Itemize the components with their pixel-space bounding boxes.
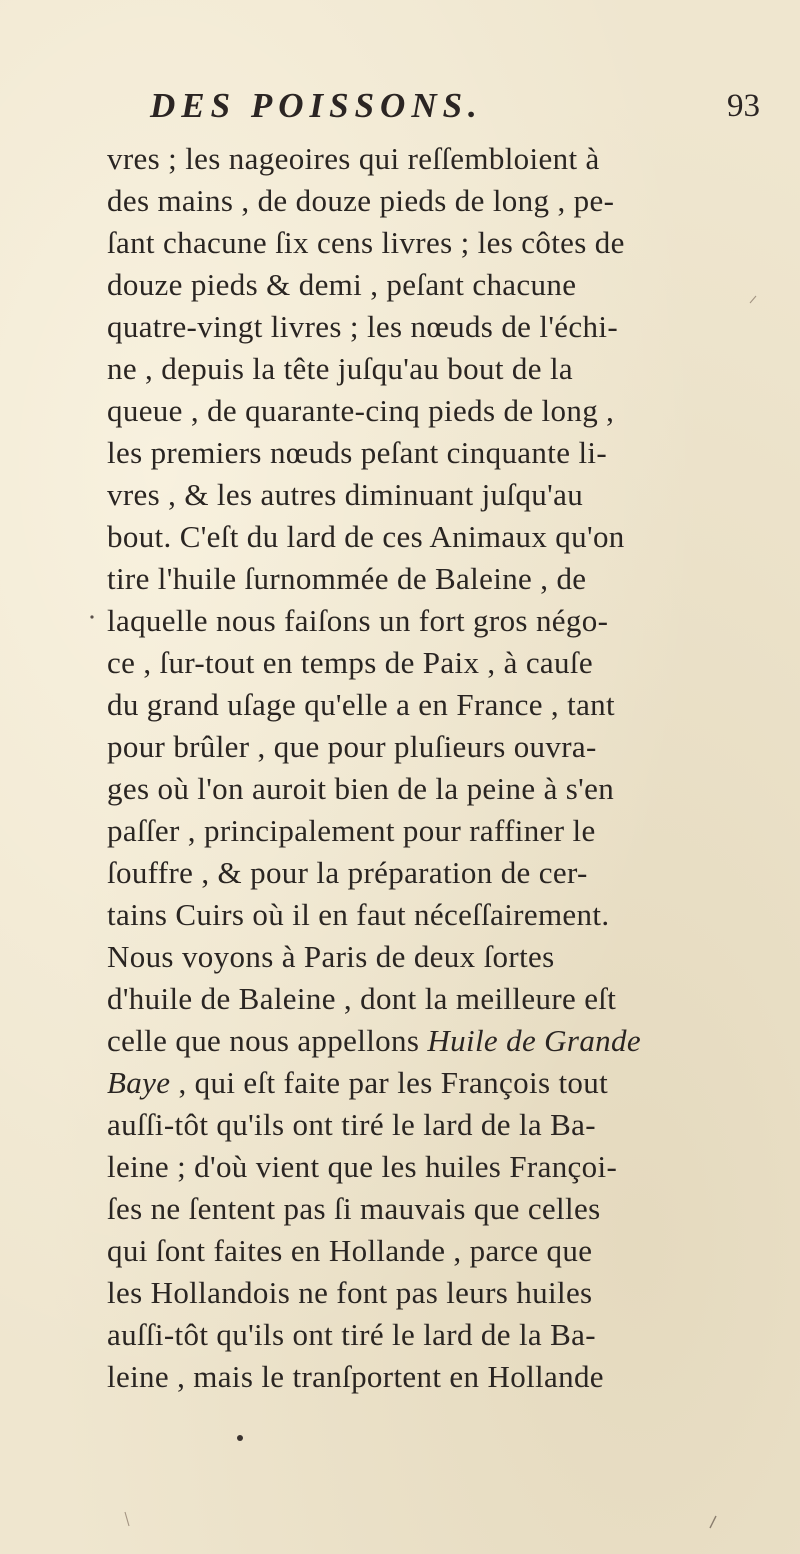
paper-mark xyxy=(125,1512,129,1526)
line-text: auſſi-tôt qu'ils ont tiré le lard de la Ba- xyxy=(107,1107,596,1142)
text-line xyxy=(107,306,767,348)
text-line xyxy=(107,474,767,516)
line-text: Nous voyons à Paris de deux ſortes xyxy=(107,939,555,974)
text-line xyxy=(107,852,767,894)
text-line xyxy=(107,1356,767,1398)
text-line xyxy=(107,810,767,852)
text-line xyxy=(107,726,767,768)
text-line xyxy=(107,1104,767,1146)
running-head xyxy=(150,86,770,130)
line-text: ce , ſur-tout en temps de Paix , à cauſe xyxy=(107,645,593,680)
body-text xyxy=(107,138,767,1398)
text-line xyxy=(107,684,767,726)
text-line xyxy=(107,390,767,432)
line-text: les Hollandois ne font pas leurs huiles xyxy=(107,1275,593,1310)
text-line xyxy=(107,978,767,1020)
line-text: auſſi-tôt qu'ils ont tiré le lard de la Ba- xyxy=(107,1317,596,1352)
line-text: tains Cuirs où il en faut néceſſairement. xyxy=(107,897,610,932)
line-text: leine ; d'où vient que les huiles Françoi- xyxy=(107,1149,618,1184)
line-text: bout. C'eſt du lard de ces Animaux qu'on xyxy=(107,519,625,554)
text-line xyxy=(107,642,767,684)
line-text: pour brûler , que pour pluſieurs ouvra- xyxy=(107,729,597,764)
text-line xyxy=(107,600,767,642)
ink-speck xyxy=(90,615,93,618)
running-title: DES POISSONS. xyxy=(150,86,483,125)
line-text: des mains , de douze pieds de long , pe- xyxy=(107,183,615,218)
line-text: ſant chacune ſix cens livres ; les côtes de xyxy=(107,225,625,260)
line-text: vres , & les autres diminuant juſqu'au xyxy=(107,477,584,512)
line-text: douze pieds & demi , peſant chacune xyxy=(107,267,577,302)
text-line xyxy=(107,936,767,978)
line-text: ſes ne ſentent pas ſi mauvais que celles xyxy=(107,1191,601,1226)
line-text: ges où l'on auroit bien de la peine à s'en xyxy=(107,771,615,806)
line-text: paſſer , principalement pour raffiner le xyxy=(107,813,596,848)
text-line xyxy=(107,1230,767,1272)
line-italic-text: Baye xyxy=(107,1065,171,1100)
line-text: , qui eſt faite par les François tout xyxy=(170,1065,609,1100)
line-text: leine , mais le tranſportent en Hollande xyxy=(107,1359,604,1394)
text-line xyxy=(107,1272,767,1314)
line-text: qui ſont faites en Hollande , parce que xyxy=(107,1233,593,1268)
line-text: ſouffre , & pour la préparation de cer- xyxy=(107,855,588,890)
text-line xyxy=(107,348,767,390)
text-line xyxy=(107,516,767,558)
text-line xyxy=(107,1188,767,1230)
text-line xyxy=(107,1020,767,1062)
text-line xyxy=(107,180,767,222)
line-text: ne , depuis la tête juſqu'au bout de la xyxy=(107,351,574,386)
line-text: vres ; les nageoires qui reſſembloient à xyxy=(107,141,600,176)
text-line xyxy=(107,1314,767,1356)
text-line xyxy=(107,138,767,180)
text-line xyxy=(107,264,767,306)
text-line xyxy=(107,558,767,600)
line-text: tire l'huile ſurnommée de Baleine , de xyxy=(107,561,587,596)
text-line xyxy=(107,432,767,474)
line-text: laquelle nous faiſons un fort gros négo- xyxy=(107,603,609,638)
line-text: quatre-vingt livres ; les nœuds de l'échi- xyxy=(107,309,618,344)
ink-speck xyxy=(237,1435,243,1441)
paper-mark xyxy=(710,1516,716,1528)
text-line xyxy=(107,894,767,936)
line-text: les premiers nœuds peſant cinquante li- xyxy=(107,435,608,470)
text-line xyxy=(107,1146,767,1188)
line-text: d'huile de Baleine , dont la meilleure eſt xyxy=(107,981,617,1016)
text-line xyxy=(107,768,767,810)
line-text: celle que nous appellons xyxy=(107,1023,428,1058)
page-number: 93 xyxy=(727,88,760,124)
text-line xyxy=(107,1062,767,1104)
line-text: queue , de quarante-cinq pieds de long , xyxy=(107,393,615,428)
line-text: du grand uſage qu'elle a en France , tant xyxy=(107,687,615,722)
text-line xyxy=(107,222,767,264)
line-italic-text: Huile de Grande xyxy=(427,1023,641,1058)
